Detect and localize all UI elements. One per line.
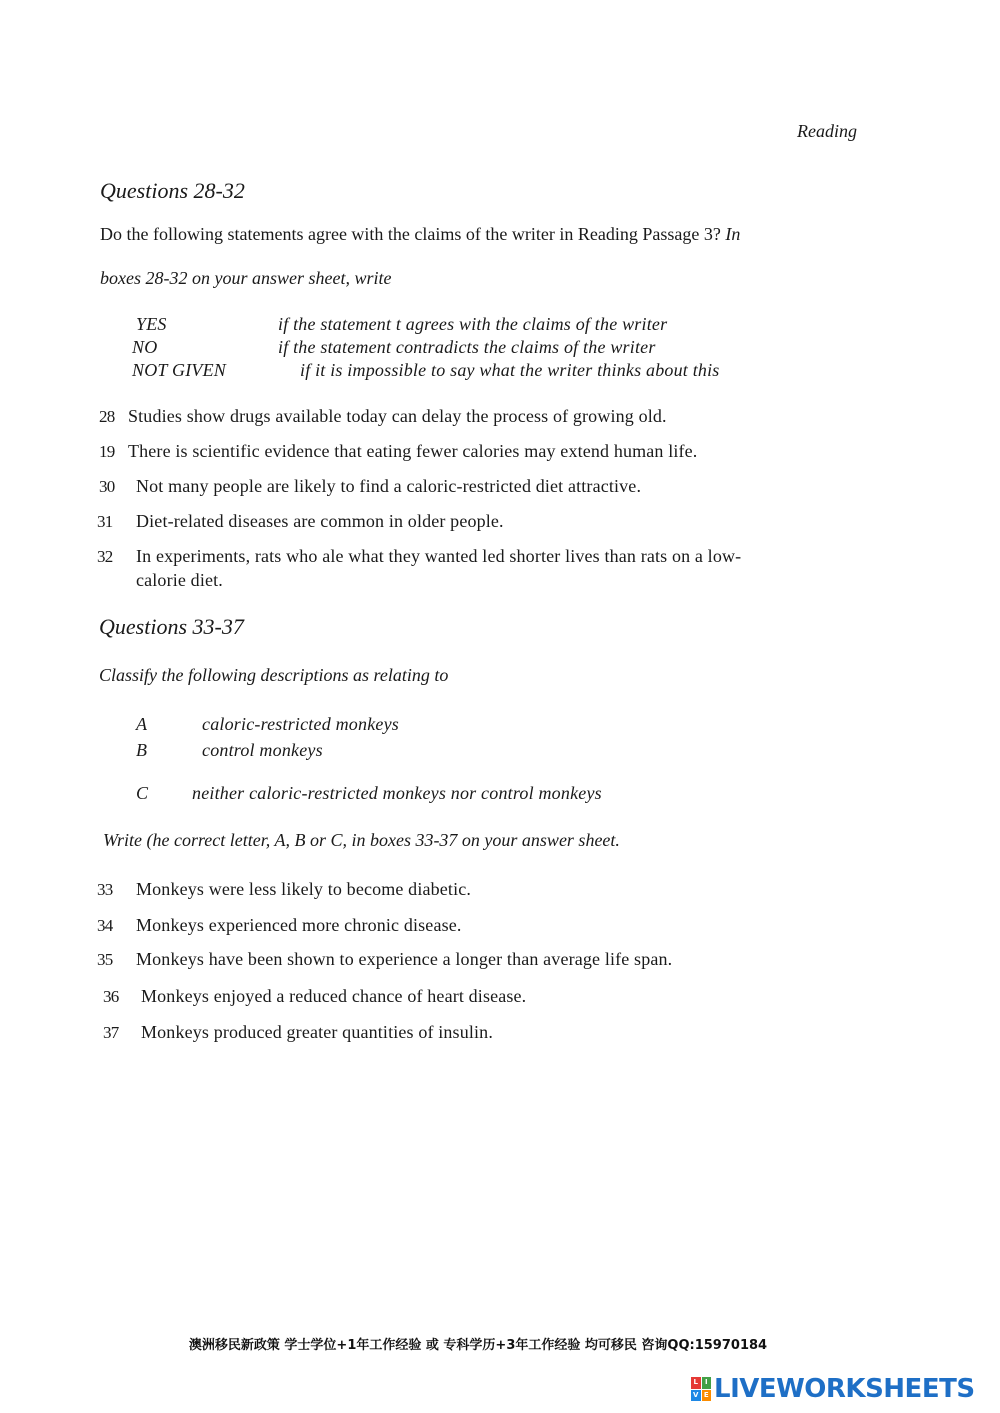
logo-badge-letter: E: [702, 1390, 712, 1402]
question-text: In experiments, rats who ale what they wanted led shorter lives than rats on a low-: [136, 546, 742, 566]
question-text: Monkeys produced greater quantities of insulin.: [141, 1022, 493, 1042]
option-key-no: NO: [132, 337, 158, 357]
question-text: There is scientific evidence that eating fewer calories may extend human life.: [128, 441, 698, 461]
logo-badge-icon: [691, 1377, 711, 1401]
option-key-c: C: [136, 783, 149, 803]
write-instruction: Write (he correct letter, A, B or C, in boxes 33-37 on your answer sheet.: [103, 830, 620, 850]
question-text: Not many people are likely to find a caloric-restricted diet attractive.: [136, 476, 642, 496]
option-key-not-given: NOT GIVEN: [132, 360, 226, 380]
questions-28-32-title: Questions 28-32: [100, 178, 245, 203]
logo-badge-letter: L: [691, 1377, 701, 1389]
instruction-plain: Do the following statements agree with the claims of the writer in Reading Passage 3?: [100, 224, 721, 244]
option-key-yes: YES: [136, 314, 167, 334]
footer-notice: 澳洲移民新政策 学士学位+1年工作经验 或 专科学历+3年工作经验 均可移民 咨询QQ:15970184: [188, 1338, 768, 1353]
option-text-yes: if the statement t agrees with the claims of the writer: [278, 314, 668, 334]
classify-instruction: Classify the following descriptions as relating to: [99, 665, 449, 685]
question-text-continued: calorie diet.: [136, 570, 223, 590]
option-text-c: neither caloric-restricted monkeys nor control monkeys: [192, 783, 602, 803]
question-text: Monkeys were less likely to become diabetic.: [136, 879, 472, 899]
question-number: 30: [99, 477, 115, 496]
logo-text: LIVEWORKSHEETS: [714, 1374, 975, 1404]
questions-33-37-title: Questions 33-37: [99, 614, 244, 639]
question-number: 34: [97, 916, 113, 935]
option-key-a: A: [136, 714, 148, 734]
option-text-no: if the statement contradicts the claims of the writer: [278, 337, 656, 357]
instruction-italic: In: [725, 224, 741, 244]
option-text-a: caloric-restricted monkeys: [202, 714, 399, 734]
question-number: 19: [99, 442, 115, 461]
question-number: 31: [97, 512, 113, 531]
instruction-line-1: [100, 224, 740, 245]
question-text: Diet-related diseases are common in older people.: [136, 511, 504, 531]
instruction-line-2: boxes 28-32 on your answer sheet, write: [100, 268, 392, 288]
question-number: 36: [103, 987, 119, 1006]
logo-badge-letter: V: [691, 1390, 701, 1402]
liveworksheets-logo[interactable]: [691, 1376, 975, 1402]
question-text: Monkeys have been shown to experience a longer than average life span.: [136, 949, 673, 969]
option-text-not-given: if it is impossible to say what the writer thinks about this: [300, 360, 720, 380]
question-text: Monkeys enjoyed a reduced chance of heart disease.: [141, 986, 527, 1006]
question-text: Monkeys experienced more chronic disease.: [136, 915, 462, 935]
question-number: 32: [97, 547, 113, 566]
question-number: 37: [103, 1023, 119, 1042]
question-text: Studies show drugs available today can delay the process of growing old.: [128, 406, 667, 426]
option-key-b: B: [136, 740, 148, 760]
question-number: 35: [97, 950, 113, 969]
logo-badge-letter: I: [702, 1377, 712, 1389]
section-label: Reading: [797, 121, 857, 141]
question-number: 33: [97, 880, 113, 899]
option-text-b: control monkeys: [202, 740, 323, 760]
question-number: 28: [99, 407, 115, 426]
